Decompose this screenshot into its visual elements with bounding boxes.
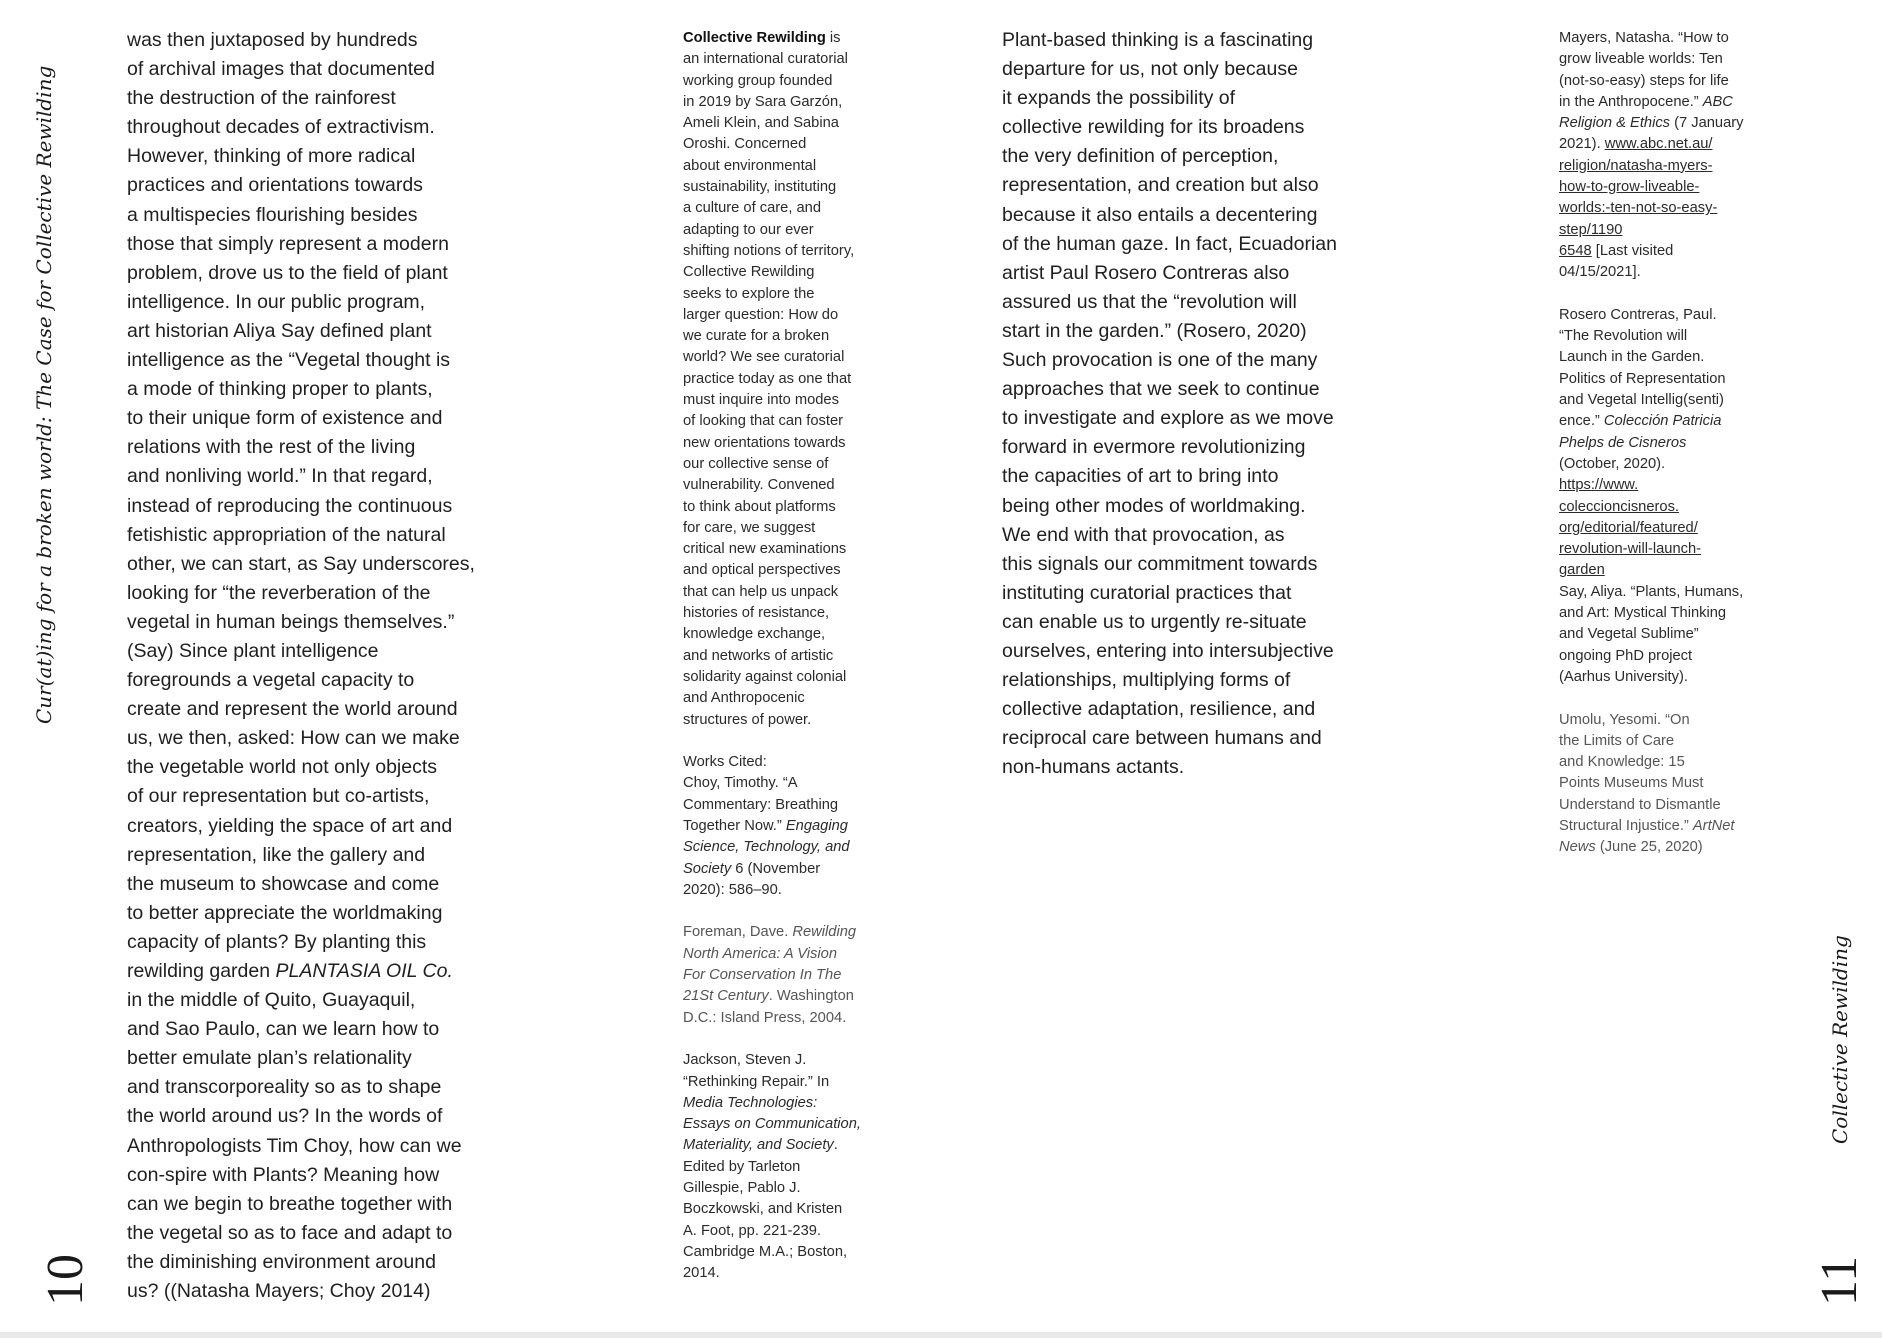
body-text-line: fetishistic appropriation of the natural [127,523,446,546]
body-text-line: con-spire with Plants? Meaning how [127,1163,440,1186]
body-text-line: to investigate and explore as we move [1002,407,1334,430]
works-cited-heading: Works Cited: [683,754,767,771]
body-text-line: of the human gaze. In fact, Ecuadorian [1002,232,1337,255]
bio-and-citations-column [683,28,903,1285]
bio-line: an international curatorial [683,51,848,68]
body-text-line: assured us that the “revolution will [1002,290,1297,313]
link-abc-6[interactable]: 6548 [1559,242,1592,259]
bio-line: we curate for a broken [683,328,830,345]
body-text-line: ourselves, entering into intersubjective [1002,639,1334,662]
body-text-line: Plant-based thinking is a fascinating [1002,29,1314,51]
body-text-line: representation, like the gallery and [127,843,426,866]
bio-line: about environmental [683,157,817,174]
body-text-line: this signals our commitment towards [1002,552,1318,575]
bio-line: a culture of care, and [683,200,821,217]
body-text-line: create and represent the world around [127,698,458,721]
body-text-line: because it also entails a decentering [1002,203,1318,226]
body-text-line: looking for “the reverberation of the [127,581,431,604]
body-text-line: We end with that provocation, as [1002,523,1285,546]
body-text-line: reciprocal care between humans and [1002,727,1322,750]
bio-line: sustainability, instituting [683,179,837,196]
body-text-line: the very definition of perception, [1002,145,1279,168]
citation-choy: Choy, Timothy. “A Commentary: Breathing Together Now.” Engaging Science, Technology, and Society 6 (November 2020): 586–90. [683,775,850,898]
bio-line: of looking that can foster [683,413,844,430]
link-cisneros-4[interactable]: revolution-will-launch- [1559,541,1702,558]
link-abc-2[interactable]: religion/natasha-myers- [1559,157,1713,174]
page-bottom-edge [0,1332,1882,1338]
bio-line: for care, we suggest [683,519,816,536]
body-text-line: the museum to showcase and come [127,872,440,895]
body-text-line: instead of reproducing the continuous [127,494,453,517]
body-text-line: artist Paul Rosero Contreras also [1002,261,1290,284]
link-cisneros-2[interactable]: coleccioncisneros. [1559,498,1680,515]
body-text-line: and Sao Paulo, can we learn how to [127,1018,440,1041]
collective-bio: Collective Rewilding is an international curatorial working group founded in 2019 by Sara Garzón, Ameli Klein, and Sabina Oroshi. Concerned about environmental sustainability, instituting a culture of care, and adapting to our ever shifting notions of territory, Collective Rewilding seeks to explore the larger question: How do we curate for a broken world? We see curatorial practice today as one that must inquire into modes of looking that can foster new orientations towards our collective sense of vulnerability. Convened to think about platforms for care, we suggest critical new examinations and optical perspectives that can help us unpack histories of resistance, knowledge exchange, and networks of artistic solidarity against colonial and Anthropocenic structures of power. [683,28,903,731]
bio-line: and networks of artistic [683,647,834,664]
body-text-line: to their unique form of existence and [127,407,443,430]
body-text-line: the vegetable world not only objects [127,756,438,779]
body-text-line: relationships, multiplying forms of [1002,669,1291,692]
bio-line: knowledge exchange, [683,626,826,643]
body-text-line: throughout decades of extractivism. [127,116,435,139]
body-text-line: to better appreciate the worldmaking [127,901,443,924]
bio-line: Oroshi. Concerned [683,136,807,153]
body-text-line: representation, and creation but also [1002,174,1319,197]
body-text-line: practices and orientations towards [127,174,423,197]
bio-line: critical new examinations [683,541,847,558]
bio-line: adapting to our ever [683,221,814,238]
body-text-line: us? ((Natasha Mayers; Choy 2014) [127,1280,431,1303]
body-text-line: and transcorporeality so as to shape [127,1076,442,1099]
body-text-line: collective rewilding for its broadens [1002,116,1305,139]
body-text-line: departure for us, not only because [1002,58,1298,81]
body-text-line: the diminishing environment around [127,1250,436,1273]
body-text-line: relations with the rest of the living [127,436,416,459]
bio-line: our collective sense of [683,455,829,472]
bio-line: world? We see curatorial [683,349,845,366]
bio-line: and Anthropocenic [683,690,805,707]
bio-line: larger question: How do [683,306,839,323]
link-abc[interactable]: www.abc.net.au/ [1604,136,1713,153]
bio-line: histories of resistance, [683,605,830,622]
body-text-line: However, thinking of more radical [127,145,416,168]
link-abc-4[interactable]: worlds:-ten-not-so-easy- [1559,200,1718,217]
link-abc-3[interactable]: how-to-grow-liveable- [1559,179,1700,196]
citation-mayers: Mayers, Natasha. “How to grow liveable worlds: Ten (not-so-easy) steps for life in the Anthropocene.” ABC Religion & Ethics (7 January 2021). www.abc.net.au/ religion/natasha-myers- how-to-grow-liveable- worlds:-ten-not-so-easy- step/1190 6548 [Last visited 04/15/2021]. [1559,30,1744,281]
bio-lines [683,49,903,731]
running-title-right: Collective Rewilding [1828,935,1852,1144]
link-cisneros-3[interactable]: org/editorial/featured/ [1559,519,1698,536]
left-page [0,0,941,1333]
body-text-line: start in the garden.” (Rosero, 2020) [1002,319,1307,342]
bio-line: Ameli Klein, and Sabina [683,115,839,132]
bio-line: solidarity against colonial [683,668,847,685]
citations-column-right [1559,28,1779,859]
link-abc-5[interactable]: step/1190 [1559,221,1623,238]
page-number-right: 11 [1811,1255,1868,1306]
body-text-line: better emulate plan’s relationality [127,1047,412,1070]
body-text-line: collective adaptation, resilience, and [1002,698,1316,721]
page-number-left: 10 [37,1254,94,1306]
citation-foreman: Foreman, Dave. Rewilding North America: A Vision For Conservation In The 21St Century. Washington D.C.: Island Press, 2004. [683,924,857,1026]
artwork-title: PLANTASIA OIL Co. [275,960,453,982]
body-text-line: in the middle of Quito, Guayaquil, [127,989,416,1012]
body-text-line: and nonliving world.” In that regard, [127,465,433,488]
bio-line: new orientations towards [683,434,846,451]
citation-jackson: Jackson, Steven J. “Rethinking Repair.” In Media Technologies: Essays on Communication, Materiality, and Society. Edited by Tarleton Gillespie, Pablo J. Boczkowski, and Kristen A. Foot, pp. 221-239. Cambridge M.A.; Boston, 2014. [683,1052,861,1282]
link-cisneros[interactable]: https://www. [1559,477,1639,494]
body-text-line: non-humans actants. [1002,756,1185,779]
bio-line: Collective Rewilding [683,264,815,281]
bio-line: that can help us unpack [683,583,839,600]
citation-rosero: Rosero Contreras, Paul. “The Revolution will Launch in the Garden. Politics of Representation and Vegetal Intellig(senti) ence.” Colección Patricia Phelps de Cisneros (October, 2020). https://www. coleccioncisneros. org/editorial/featured/ revolution-will-launch- garden [1559,306,1726,579]
bio-line: must inquire into modes [683,392,839,409]
body-text-line: approaches that we seek to continue [1002,378,1320,401]
citation-umolu: Umolu, Yesomi. “On the Limits of Care and Knowledge: 15 Points Museums Must Understand to Dismantle Structural Injustice.” ArtNet News (June 25, 2020) [1559,711,1735,856]
bio-name: Collective Rewilding [683,30,826,46]
body-text-line: Anthropologists Tim Choy, how can we [127,1134,462,1157]
body-text-line: being other modes of worldmaking. [1002,494,1306,517]
body-text-line: (Say) Since plant intelligence [127,639,379,662]
body-text-line: other, we can start, as Say underscores, [127,552,475,575]
bio-line: working group founded [683,72,833,89]
running-title-left: Cur(at)ing for a broken world: The Case for Collective Rewilding [32,65,56,724]
body-text-line: the world around us? In the words of [127,1105,443,1128]
body-text-column-right [1002,26,1382,782]
body-text-line: a multispecies flourishing besides [127,203,418,226]
body-text-line: of our representation but co-artists, [127,785,430,808]
bio-line: shifting notions of territory, [683,242,855,259]
body-text-line: the destruction of the rainforest [127,87,396,110]
body-text-line: a mode of thinking proper to plants, [127,378,433,401]
body-text-line: intelligence as the “Vegetal thought is [127,349,451,372]
bio-line: structures of power. [683,711,812,728]
bio-line: practice today as one that [683,370,852,387]
body-text-line: the capacities of art to bring into [1002,465,1279,488]
body-text-line: intelligence. In our public program, [127,290,426,313]
body-text-line: was then juxtaposed by hundreds [127,29,418,51]
bio-line: seeks to explore the [683,285,815,302]
link-cisneros-5[interactable]: garden [1559,562,1605,579]
body-text-line: forward in evermore revolutionizing [1002,436,1306,459]
body-text-line: can we begin to breathe together with [127,1192,453,1215]
body-text-line: it expands the possibility of [1002,87,1236,110]
body-text-column-left [127,26,507,1306]
bio-line: and optical perspectives [683,562,841,579]
bio-line: to think about platforms [683,498,836,515]
body-text-line: of archival images that documented [127,58,435,81]
body-text-line: creators, yielding the space of art and [127,814,453,837]
body-text-line: those that simply represent a modern [127,232,449,255]
body-text-line: instituting curatorial practices that [1002,581,1292,604]
body-text-line: capacity of plants? By planting this [127,930,427,953]
bio-line: vulnerability. Convened [683,477,835,494]
bio-line: in 2019 by Sara Garzón, [683,93,843,110]
body-text-line: Such provocation is one of the many [1002,349,1318,372]
body-text-line: us, we then, asked: How can we make [127,727,460,750]
body-text-line: rewilding garden PLANTASIA OIL Co. [127,960,453,982]
body-text-line: art historian Aliya Say defined plant [127,319,432,342]
body-text-line: problem, drove us to the field of plant [127,261,448,284]
body-text-line: vegetal in human beings themselves.” [127,610,455,633]
body-text-line: the vegetal so as to face and adapt to [127,1221,453,1244]
body-text-line: foregrounds a vegetal capacity to [127,669,415,692]
body-text-line: can enable us to urgently re-situate [1002,610,1307,633]
citation-say: Say, Aliya. “Plants, Humans, and Art: Mystical Thinking and Vegetal Sublime” ongoing PhD project (Aarhus University). [1559,583,1744,685]
